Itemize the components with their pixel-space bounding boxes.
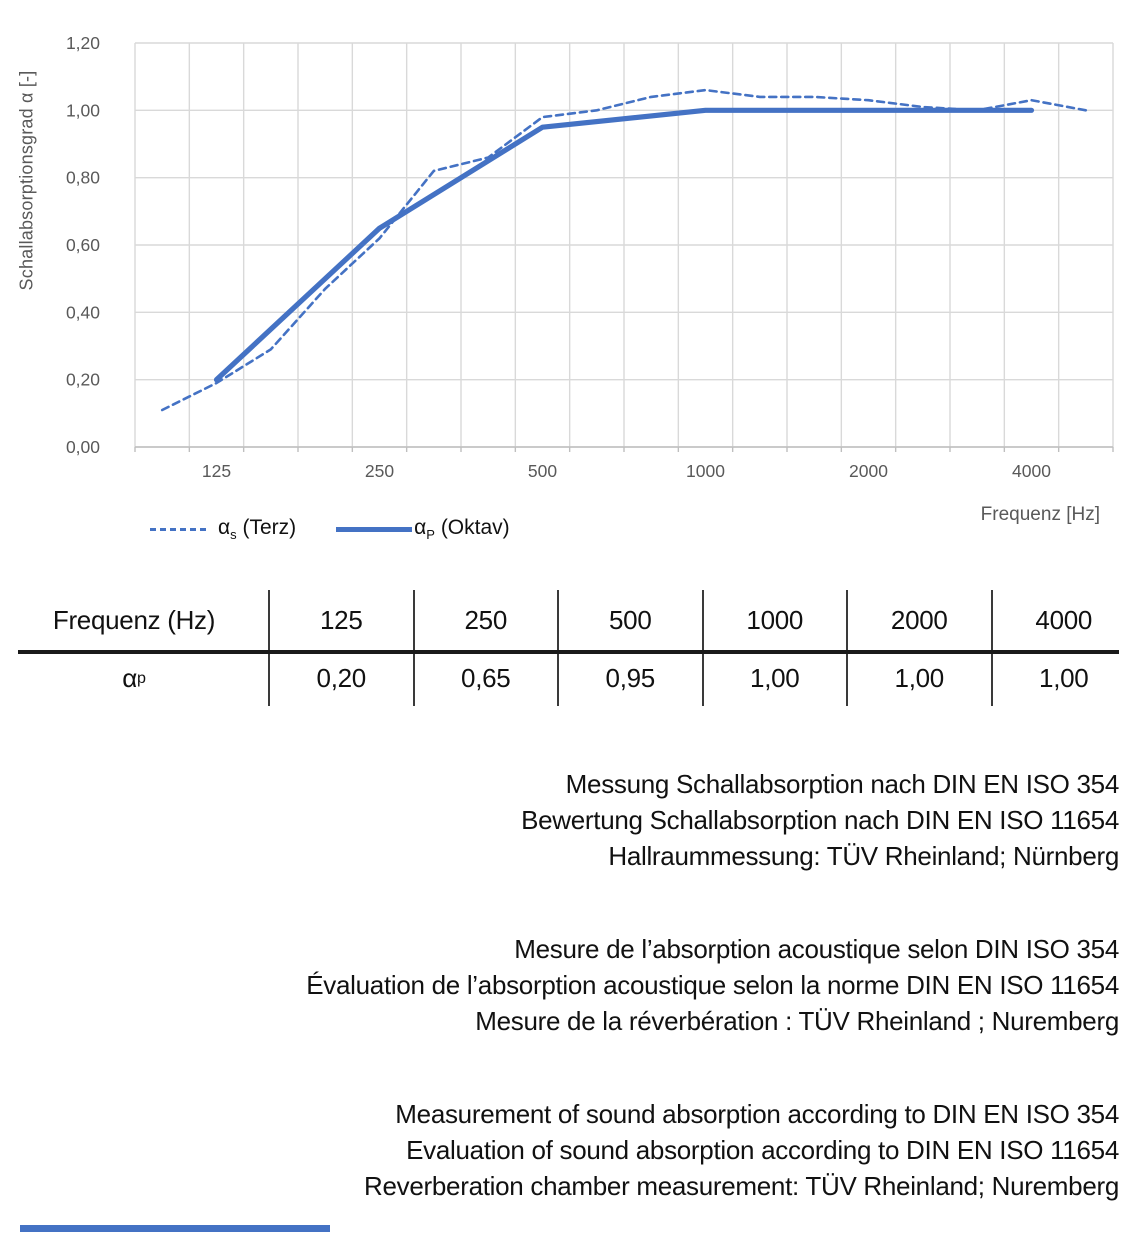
note-line: Bewertung Schallabsorption nach DIN EN ISO 11654 (521, 805, 1119, 835)
legend-label-oktav: $\alpha_P$ (Oktav) (414, 515, 510, 543)
table-divider-line (18, 650, 1119, 654)
header-cell-2000: 2000 (846, 590, 991, 650)
value-cell-2000: 1,00 (846, 650, 991, 706)
header-cell-4000: 4000 (991, 590, 1135, 650)
legend-item-terz (150, 516, 296, 542)
y-tick-label: 0,80 (65, 167, 100, 188)
value-cell-4000: 1,00 (991, 650, 1135, 706)
absorption-table (0, 590, 1135, 706)
notes-english (0, 1096, 1119, 1204)
y-tick-label: 1,20 (65, 33, 100, 53)
header-cell-1000: 1000 (702, 590, 847, 650)
alpha-p-row-label: α p (122, 662, 146, 693)
table-header-row (0, 590, 1135, 650)
y-axis-title: Schallabsorptionsgrad α [-] (16, 70, 37, 290)
note-line: Evaluation of sound absorption according to DIN EN ISO 11654 (406, 1135, 1119, 1165)
note-line: Hallraummessung: TÜV Rheinland; Nürnberg (608, 841, 1119, 871)
note-line: Évaluation de l’absorption acoustique selon la norme DIN EN ISO 11654 (306, 970, 1119, 1000)
solid-line-swatch-icon (336, 527, 412, 532)
y-tick-label: 1,00 (65, 100, 100, 121)
note-line: Reverberation chamber measurement: TÜV Rheinland; Nuremberg (364, 1171, 1119, 1201)
x-axis-title: Frequenz [Hz] (980, 504, 1100, 525)
notes-french (0, 931, 1119, 1039)
notes-german (0, 766, 1119, 874)
dashed-line-swatch-icon (150, 528, 206, 531)
x-tick-label: 500 (527, 461, 558, 481)
value-cell-500: 0,95 (557, 650, 702, 706)
x-tick-label: 125 (201, 461, 232, 481)
value-cell-125: 0,20 (268, 650, 413, 706)
x-tick-label: 4000 (1012, 461, 1051, 481)
value-cell-1000: 1,00 (702, 650, 847, 706)
y-tick-label: 0,00 (65, 437, 100, 457)
legend-label-terz: $\alpha_s$ (Terz) (218, 515, 297, 543)
note-line: Mesure de l’absorption acoustique selon DIN ISO 354 (514, 934, 1119, 964)
header-cell-125: 125 (268, 590, 413, 650)
x-tick-label: 2000 (849, 461, 888, 481)
y-tick-label: 0,40 (65, 302, 100, 323)
header-cell-frequency: Frequenz (Hz) (52, 604, 216, 635)
legend-item-oktav (336, 516, 510, 542)
table-data-row (0, 650, 1135, 706)
chart-plot-area (0, 0, 1135, 495)
footer-accent-bar (20, 1225, 330, 1232)
chart-legend (150, 513, 510, 545)
x-tick-label: 1000 (686, 461, 725, 481)
header-cell-500: 500 (557, 590, 702, 650)
note-line: Mesure de la réverbération : TÜV Rheinland ; Nuremberg (475, 1006, 1119, 1036)
note-line: Messung Schallabsorption nach DIN EN ISO 354 (565, 769, 1119, 799)
value-cell-250: 0,65 (413, 650, 558, 706)
y-tick-label: 0,20 (65, 369, 100, 390)
y-tick-label: 0,60 (65, 235, 100, 255)
x-tick-label: 250 (364, 461, 395, 481)
note-line: Measurement of sound absorption according to DIN EN ISO 354 (395, 1099, 1119, 1129)
sound-absorption-chart (0, 0, 1135, 495)
header-cell-250: 250 (413, 590, 558, 650)
